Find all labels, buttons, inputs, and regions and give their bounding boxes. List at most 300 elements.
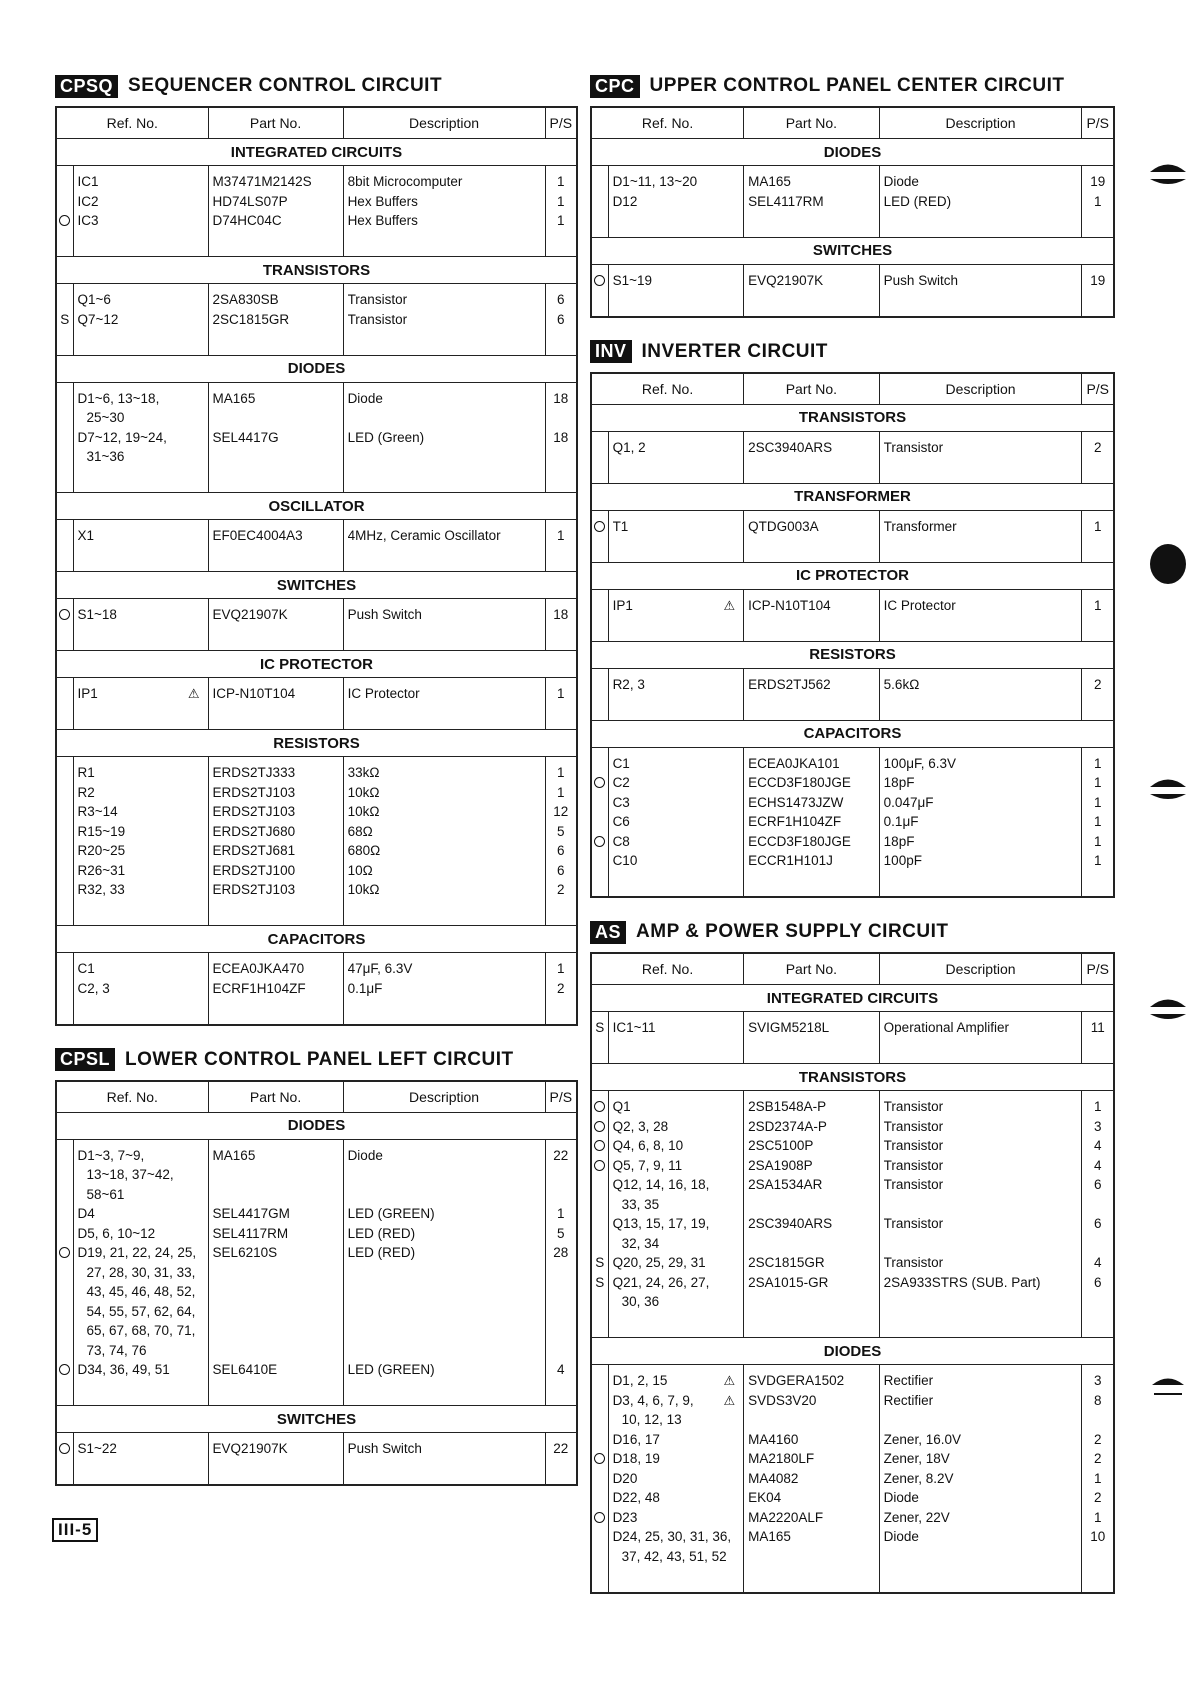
ref-no	[613, 172, 740, 192]
quantity: 6	[1093, 1216, 1102, 1231]
ref-text: Q21, 24, 26, 27,	[612, 1274, 710, 1290]
circle-mark-icon	[59, 1247, 70, 1258]
row-mark	[57, 880, 73, 900]
quantity: 2	[1093, 1490, 1102, 1505]
line-spacer	[348, 231, 541, 251]
mark-cell	[56, 953, 73, 1025]
quantity: 4	[1093, 1255, 1102, 1270]
description: Push Switch	[347, 1441, 422, 1456]
quantity: 22	[553, 1441, 569, 1456]
part-no: 2SC1815GR	[212, 311, 290, 327]
warning-triangle-icon: ⚠	[723, 1373, 736, 1388]
line-spacer	[546, 625, 576, 645]
line-spacer	[348, 1380, 541, 1400]
warning-triangle-icon: ⚠	[723, 597, 736, 613]
ref-no	[613, 1234, 740, 1254]
ref-text: R1	[77, 765, 95, 780]
ref-no	[78, 290, 204, 310]
ref-no	[613, 517, 740, 537]
ref-text: D34, 36, 49, 51	[77, 1362, 170, 1377]
ref-cell	[73, 284, 208, 356]
ref-no	[613, 438, 740, 458]
ref-no	[613, 832, 740, 852]
part-cell	[744, 668, 880, 720]
category-row	[56, 139, 577, 166]
line-spacer	[748, 1195, 875, 1215]
ref-text: C2	[612, 775, 630, 790]
line-spacer	[884, 1410, 1078, 1430]
row-mark	[592, 1371, 608, 1391]
ref-text: C8	[612, 833, 630, 849]
part-cell	[208, 678, 343, 730]
desc-cell	[879, 264, 1082, 317]
category-label: IC PROTECTOR	[56, 651, 577, 678]
ref-no	[613, 1547, 740, 1567]
circle-mark-icon	[59, 215, 70, 226]
ref-no	[613, 1136, 740, 1156]
part-no: ERDS2TJ100	[212, 862, 296, 878]
ref-no	[78, 684, 204, 704]
line-spacer	[57, 1459, 73, 1479]
circle-mark-icon	[59, 1364, 70, 1375]
ref-text: Q1, 2	[612, 439, 646, 455]
description: 10kΩ	[347, 882, 380, 897]
circle-mark-icon	[594, 1160, 605, 1171]
category-row	[591, 139, 1114, 166]
description: Transformer	[883, 518, 957, 534]
row-mark	[592, 793, 608, 813]
ref-text: Q4, 6, 8, 10	[612, 1138, 684, 1153]
part-no: 2SA830SB	[212, 292, 279, 307]
mark-cell	[56, 382, 73, 493]
category-label: IC PROTECTOR	[591, 562, 1114, 589]
line-spacer	[348, 1185, 541, 1205]
ref-no	[78, 1243, 204, 1263]
quantity: 8	[1093, 1392, 1102, 1408]
line-spacer	[213, 231, 339, 251]
quantity: 6	[557, 862, 565, 878]
description: Rectifier	[883, 1392, 934, 1408]
line-spacer	[546, 546, 576, 566]
ref-no	[78, 841, 204, 861]
parts-group-body	[56, 678, 577, 730]
row-mark	[57, 172, 73, 192]
line-spacer	[546, 998, 576, 1018]
ref-text: Q12, 14, 16, 18,	[612, 1177, 710, 1192]
ps-cell	[545, 1433, 577, 1486]
description: Transistor	[883, 1157, 944, 1173]
ref-no	[613, 1449, 740, 1469]
line-spacer	[748, 871, 875, 891]
line-spacer	[592, 1312, 608, 1332]
part-cell	[208, 953, 343, 1025]
row-mark	[592, 851, 608, 871]
ref-cell	[608, 264, 744, 317]
quantity: 12	[553, 804, 569, 819]
ref-no	[613, 1018, 740, 1038]
part-no: ERDS2TJ562	[748, 676, 831, 692]
binding-mark-top	[1148, 155, 1188, 195]
quantity: 18	[553, 429, 569, 445]
quantity: 5	[557, 1225, 565, 1241]
mark-cell	[591, 747, 608, 897]
desc-cell	[343, 953, 545, 1025]
line-spacer	[348, 998, 541, 1018]
ref-text: D16, 17	[612, 1431, 660, 1447]
category-row	[56, 493, 577, 520]
line-spacer	[348, 408, 541, 428]
row-mark	[57, 526, 73, 546]
quantity: 1	[557, 528, 565, 543]
ref-no	[613, 1195, 740, 1215]
quantity: 6	[557, 311, 565, 327]
ref-cell	[608, 431, 744, 483]
line-spacer	[213, 625, 339, 645]
part-no: SEL4417GM	[212, 1206, 290, 1221]
ref-text: D1, 2, 15	[612, 1373, 668, 1388]
line-spacer	[748, 536, 875, 556]
line-spacer	[748, 290, 875, 310]
category-row	[56, 1406, 577, 1433]
ref-no	[78, 802, 204, 822]
quantity: 19	[1090, 174, 1106, 189]
description: Transistor	[883, 1138, 944, 1153]
part-no: D74HC04C	[212, 213, 282, 228]
desc-cell	[879, 1365, 1082, 1593]
ps-cell	[545, 757, 577, 926]
ref-text: IC1	[77, 174, 99, 189]
line-spacer	[78, 704, 204, 724]
line-spacer	[748, 1547, 875, 1567]
mark-cell	[591, 431, 608, 483]
line-spacer	[213, 1282, 339, 1302]
description: 8bit Microcomputer	[347, 174, 463, 189]
line-spacer	[748, 1410, 875, 1430]
ref-text: 54, 55, 57, 62, 64,	[86, 1303, 196, 1319]
part-no: ICP-N10T104	[748, 597, 831, 613]
parts-group-body	[591, 589, 1114, 641]
ref-text: C6	[612, 814, 630, 829]
ref-no	[78, 389, 204, 409]
parts-table-inv	[590, 372, 1115, 899]
part-cell	[744, 1091, 880, 1338]
description: Rectifier	[883, 1373, 934, 1388]
description: LED (RED)	[347, 1225, 416, 1241]
line-spacer	[213, 546, 339, 566]
ref-no	[613, 1430, 740, 1450]
line-spacer	[348, 467, 541, 487]
row-mark	[592, 832, 608, 852]
line-spacer	[213, 900, 339, 920]
category-row	[591, 720, 1114, 747]
part-no: ECCD3F180JGE	[748, 833, 851, 849]
desc-cell	[343, 678, 545, 730]
ref-no	[613, 1253, 740, 1273]
ref-text: 13~18, 37~42,	[86, 1167, 174, 1182]
section-tag: CPC	[590, 75, 640, 98]
line-spacer	[748, 1312, 875, 1332]
description: Push Switch	[883, 272, 958, 288]
quantity: 3	[1093, 1118, 1102, 1134]
ref-no	[78, 1282, 204, 1302]
ref-cell	[73, 599, 208, 651]
row-mark	[592, 1488, 608, 1508]
circle-mark-icon	[594, 275, 605, 286]
ref-no	[78, 526, 204, 546]
row-mark	[57, 428, 73, 448]
quantity: 1	[1093, 775, 1102, 790]
category-label: SWITCHES	[56, 572, 577, 599]
desc-header: Description	[879, 107, 1082, 139]
line-spacer	[884, 1566, 1078, 1586]
row-mark	[57, 822, 73, 842]
line-spacer	[546, 1380, 576, 1400]
mark-cell	[591, 1012, 608, 1064]
row-mark	[592, 1527, 608, 1547]
ref-cell	[73, 1433, 208, 1486]
part-no: ECEA0JKA470	[212, 961, 305, 976]
circle-mark-icon	[594, 1101, 605, 1112]
section-title-cpsl	[55, 1046, 578, 1074]
line-spacer	[884, 1312, 1078, 1332]
row-mark	[592, 172, 608, 192]
description: LED (RED)	[883, 193, 952, 209]
description: Zener, 8.2V	[883, 1470, 954, 1486]
line-spacer	[348, 447, 541, 467]
category-label: SWITCHES	[56, 1406, 577, 1433]
circle-mark-icon	[594, 1512, 605, 1523]
line-spacer	[213, 1165, 339, 1185]
part-no: M37471M2142S	[212, 174, 312, 189]
line-spacer	[348, 1282, 541, 1302]
line-spacer	[1082, 1234, 1113, 1254]
safety-mark: S	[595, 1020, 605, 1035]
part-header: Part No.	[744, 373, 880, 405]
ref-no	[613, 1273, 740, 1293]
category-row	[56, 572, 577, 599]
quantity: 1	[557, 686, 565, 701]
line-spacer	[1082, 290, 1113, 310]
ps-header: P/S	[545, 107, 577, 139]
line-spacer	[57, 467, 73, 487]
part-no: 2SB1548A-P	[748, 1099, 827, 1114]
row-mark	[57, 861, 73, 881]
ref-no	[613, 812, 740, 832]
description: 18pF	[883, 775, 915, 790]
quantity: 1	[557, 213, 565, 228]
line-spacer	[613, 1566, 740, 1586]
line-spacer	[748, 694, 875, 714]
line-spacer	[884, 1038, 1078, 1058]
circle-mark-icon	[594, 521, 605, 532]
binding-mark-lower	[1148, 990, 1188, 1030]
row-mark-spacer	[57, 408, 73, 428]
line-spacer	[748, 457, 875, 477]
category-label: INTEGRATED CIRCUITS	[56, 139, 577, 166]
line-spacer	[546, 467, 576, 487]
ref-text: R32, 33	[77, 882, 125, 897]
header-row	[56, 107, 577, 139]
ref-cell	[73, 382, 208, 493]
category-label: INTEGRATED CIRCUITS	[591, 985, 1114, 1012]
ref-no	[78, 192, 204, 212]
ps-cell	[1082, 668, 1114, 720]
ref-text: 43, 45, 46, 48, 52,	[86, 1284, 196, 1299]
line-spacer	[213, 1321, 339, 1341]
ref-cell	[73, 520, 208, 572]
section-title-inv	[590, 338, 1115, 366]
ref-no	[613, 1371, 740, 1391]
description: Transistor	[883, 1099, 944, 1114]
row-mark-spacer	[57, 1302, 73, 1322]
quantity: 19	[1090, 272, 1106, 288]
line-spacer	[57, 998, 73, 1018]
line-spacer	[213, 1185, 339, 1205]
quantity: 1	[1093, 755, 1102, 771]
ref-text: R3~14	[77, 804, 118, 819]
description: IC Protector	[347, 686, 420, 701]
part-no: EVQ21907K	[212, 1441, 288, 1456]
parts-group-body	[591, 1091, 1114, 1338]
line-spacer	[884, 457, 1078, 477]
line-spacer	[1082, 1312, 1113, 1332]
line-spacer	[213, 329, 339, 349]
category-label: DIODES	[56, 355, 577, 382]
quantity: 4	[557, 1362, 565, 1377]
description: Transistor	[347, 311, 408, 327]
ref-text: C2, 3	[77, 980, 110, 996]
line-spacer	[546, 1282, 576, 1302]
part-header: Part No.	[744, 953, 880, 985]
part-no: SEL4117RM	[212, 1225, 289, 1241]
ref-no	[613, 1292, 740, 1312]
part-no: EF0EC4004A3	[212, 528, 303, 543]
part-no: MA165	[748, 1529, 791, 1544]
description: IC Protector	[883, 597, 956, 613]
description: Zener, 18V	[883, 1451, 950, 1466]
ps-cell	[545, 166, 577, 257]
ps-cell	[1082, 510, 1114, 562]
parts-group-body	[591, 431, 1114, 483]
line-spacer	[884, 871, 1078, 891]
ref-no	[78, 447, 204, 467]
row-mark	[57, 841, 73, 861]
part-no: 2SC3940ARS	[748, 1216, 833, 1231]
part-no: ERDS2TJ103	[212, 784, 296, 800]
line-spacer	[546, 1459, 576, 1479]
row-mark	[592, 1391, 608, 1411]
part-no: 2SD2374A-P	[748, 1118, 827, 1134]
category-row	[56, 257, 577, 284]
ps-cell	[545, 284, 577, 356]
ref-text: R2	[77, 784, 95, 800]
part-no: ERDS2TJ103	[212, 882, 296, 897]
ref-no	[78, 1439, 204, 1459]
line-spacer	[78, 998, 204, 1018]
part-no: SEL4417G	[212, 429, 279, 445]
mark-cell	[591, 264, 608, 317]
ref-text: IC3	[77, 213, 99, 228]
row-mark	[57, 979, 73, 999]
ps-cell	[545, 1139, 577, 1406]
desc-cell	[343, 520, 545, 572]
quantity: 6	[1093, 1274, 1102, 1290]
parts-group-body	[591, 1365, 1114, 1593]
ref-no	[613, 793, 740, 813]
row-mark-spacer	[57, 1165, 73, 1185]
quantity: 1	[1093, 597, 1102, 613]
row-mark-spacer	[592, 1292, 608, 1312]
ref-header: Ref. No.	[591, 373, 744, 405]
right-column	[590, 72, 1115, 1594]
part-cell	[744, 264, 880, 317]
part-no: ERDS2TJ103	[212, 804, 296, 819]
description: Push Switch	[347, 607, 422, 622]
ref-text: R15~19	[77, 823, 126, 839]
ref-text: 58~61	[86, 1186, 125, 1202]
row-mark	[57, 1224, 73, 1244]
part-no: MA165	[212, 1147, 256, 1163]
part-no: EVQ21907K	[748, 272, 824, 288]
line-spacer	[613, 1312, 740, 1332]
line-spacer	[348, 329, 541, 349]
ref-text: R2, 3	[612, 676, 645, 692]
desc-cell	[879, 431, 1082, 483]
row-mark	[57, 192, 73, 212]
line-spacer	[213, 998, 339, 1018]
ref-text: D1~11, 13~20	[612, 174, 698, 189]
category-row	[591, 237, 1114, 264]
line-spacer	[348, 1459, 541, 1479]
part-cell	[744, 1012, 880, 1064]
line-spacer	[546, 704, 576, 724]
ref-no	[78, 979, 204, 999]
mark-cell	[591, 668, 608, 720]
quantity: 1	[557, 193, 565, 209]
parts-group-body	[56, 166, 577, 257]
description: Operational Amplifier	[883, 1020, 1009, 1035]
ref-text: 10, 12, 13	[621, 1412, 682, 1427]
ref-no	[613, 1410, 740, 1430]
description: 10kΩ	[347, 784, 380, 800]
ref-no	[78, 1165, 204, 1185]
quantity: 1	[1093, 833, 1102, 849]
line-spacer	[348, 625, 541, 645]
part-no: MA2180LF	[748, 1451, 815, 1466]
ref-no	[78, 1360, 204, 1380]
ref-cell	[608, 747, 744, 897]
category-row	[591, 1338, 1114, 1365]
line-spacer	[57, 704, 73, 724]
line-spacer	[1082, 1038, 1113, 1058]
quantity: 1	[1093, 853, 1102, 868]
line-spacer	[546, 447, 576, 467]
row-mark	[592, 271, 608, 291]
line-spacer	[592, 694, 608, 714]
part-no: HD74LS07P	[212, 193, 288, 209]
ref-text: Q2, 3, 28	[612, 1118, 669, 1134]
quantity: 1	[557, 174, 565, 189]
quantity: 1	[1093, 1099, 1102, 1114]
ref-no	[613, 851, 740, 871]
ps-cell	[545, 520, 577, 572]
parts-group-body	[56, 520, 577, 572]
line-spacer	[546, 1341, 576, 1361]
ref-no	[613, 1527, 740, 1547]
ps-cell	[1082, 1365, 1114, 1593]
parts-table-cpsl	[55, 1080, 578, 1487]
section-heading: INVERTER CIRCUIT	[641, 340, 828, 362]
